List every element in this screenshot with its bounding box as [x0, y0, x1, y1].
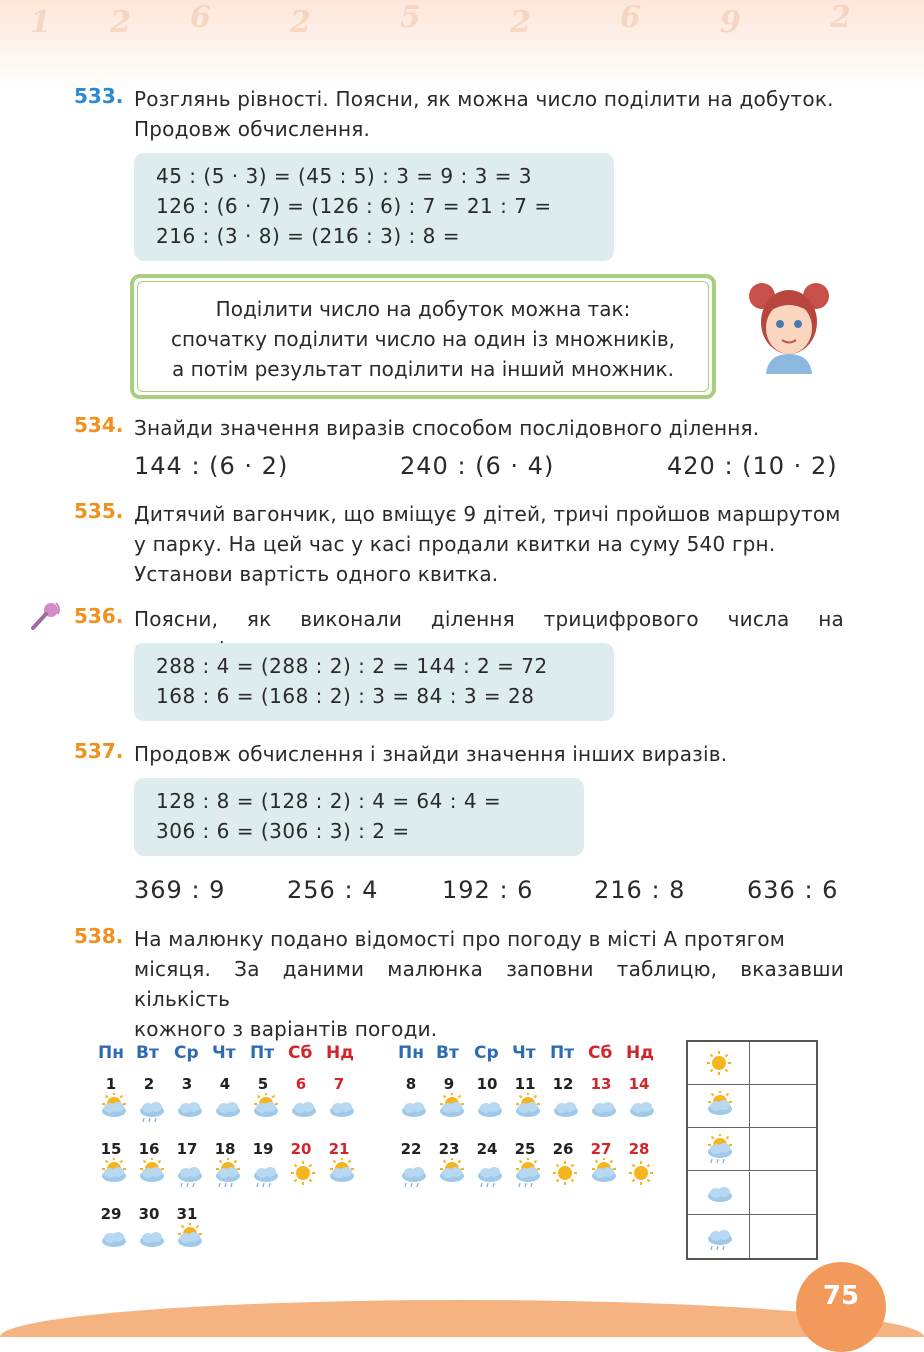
bg-digit-7: 6 — [620, 0, 641, 35]
weekday-header: Вт — [436, 1043, 459, 1063]
bg-digit-4: 2 — [290, 5, 311, 40]
cloudy-icon — [472, 1093, 506, 1123]
expression: 420 : (10 · 2) — [667, 452, 838, 480]
expression: 369 : 9 — [134, 876, 226, 904]
calendar-day-number: 18 — [214, 1140, 236, 1158]
cloudy-icon — [702, 1178, 736, 1208]
weekday-header: Чт — [212, 1043, 236, 1063]
weekday-header: Сб — [588, 1043, 613, 1063]
bg-digit-2: 2 — [110, 5, 131, 40]
math-line: 45 : (5 · 3) = (45 : 5) : 3 = 9 : 3 = 3 — [156, 164, 532, 188]
task-number: 537. — [74, 739, 124, 763]
partly-sunny-icon — [96, 1158, 130, 1188]
math-line: 306 : 6 = (306 : 3) : 2 = — [156, 819, 410, 843]
rain-icon — [396, 1158, 430, 1188]
task-text-line: Дитячий вагончик, що вміщує 9 дітей, тричі пройшов маршрутом — [134, 502, 841, 526]
partly-sunny-icon — [134, 1158, 168, 1188]
rule-box — [130, 274, 716, 399]
expression: 192 : 6 — [442, 876, 534, 904]
sunny-icon — [624, 1158, 658, 1188]
partly-sunny-icon — [248, 1093, 282, 1123]
task-538 — [74, 924, 844, 1044]
task-text — [134, 739, 844, 769]
table-icon-cell — [688, 1042, 750, 1084]
expression: 216 : 8 — [594, 876, 686, 904]
task-text-line: Установи вартість одного квитка. — [134, 562, 499, 586]
task-text-line: Розглянь рівності. Поясни, як можна число поділити на добуток. — [134, 87, 834, 111]
expression: 144 : (6 · 2) — [134, 452, 289, 480]
task-number: 536. — [74, 604, 124, 628]
table-count-cell[interactable] — [750, 1042, 816, 1084]
calendar-day-number: 7 — [333, 1075, 345, 1093]
task-text-line: місяця. За даними малюнка заповни таблицю, вказавши кількість — [134, 957, 844, 1011]
calendar-day-number: 15 — [100, 1140, 122, 1158]
weekday-header: Нд — [626, 1043, 654, 1063]
cloudy-icon — [286, 1093, 320, 1123]
rule-text — [137, 281, 709, 392]
calendar-day-number: 20 — [290, 1140, 312, 1158]
calendar-day-number: 30 — [138, 1205, 160, 1223]
cloudy-icon — [548, 1093, 582, 1123]
table-row — [688, 1042, 816, 1085]
weekday-header: Вт — [136, 1043, 159, 1063]
task-text — [134, 924, 844, 1044]
cloudy-icon — [172, 1093, 206, 1123]
decorative-footer-band — [0, 1300, 924, 1337]
partly-sunny-icon — [702, 1091, 736, 1121]
rule-line: Поділити число на добуток можна так: — [215, 297, 631, 321]
decorative-header-band — [0, 0, 924, 90]
math-line: 128 : 8 = (128 : 2) : 4 = 64 : 4 = — [156, 789, 502, 813]
partly-sunny-icon — [434, 1093, 468, 1123]
girl-character-illustration — [744, 274, 834, 374]
math-box-537 — [134, 778, 584, 856]
rule-line: а потім результат поділити на інший множник. — [172, 357, 674, 381]
calendar-day-number: 31 — [176, 1205, 198, 1223]
calendar-day-number: 28 — [628, 1140, 650, 1158]
calendar-day-number: 1 — [105, 1075, 117, 1093]
calendar-day-number: 29 — [100, 1205, 122, 1223]
cloudy-icon — [624, 1093, 658, 1123]
table-row — [688, 1128, 816, 1171]
rain-icon — [472, 1158, 506, 1188]
calendar-day-number: 14 — [628, 1075, 650, 1093]
task-535 — [74, 499, 844, 589]
partly-sunny-icon — [172, 1223, 206, 1253]
math-box-533 — [134, 153, 614, 261]
calendar-day-number: 2 — [143, 1075, 155, 1093]
calendar-day-number: 21 — [328, 1140, 350, 1158]
weekday-header: Пн — [98, 1043, 124, 1063]
calendar-day-number: 27 — [590, 1140, 612, 1158]
microphone-icon — [28, 600, 62, 634]
weekday-header: Чт — [512, 1043, 536, 1063]
task-text-line: Знайди значення виразів способом послідовного ділення. — [134, 416, 760, 440]
bg-digit-8: 9 — [720, 5, 741, 40]
expression: 256 : 4 — [287, 876, 379, 904]
task-number: 535. — [74, 499, 124, 523]
table-count-cell[interactable] — [750, 1172, 816, 1214]
calendar-day-number: 25 — [514, 1140, 536, 1158]
table-icon-cell — [688, 1128, 750, 1170]
task-text — [134, 413, 844, 443]
task-text-line: Продовж обчислення. — [134, 117, 371, 141]
sun-rain-icon — [210, 1158, 244, 1188]
sunny-icon — [548, 1158, 582, 1188]
task-text — [134, 499, 844, 589]
table-count-cell[interactable] — [750, 1128, 816, 1170]
partly-sunny-icon — [586, 1158, 620, 1188]
table-count-cell[interactable] — [750, 1215, 816, 1258]
expression: 636 : 6 — [747, 876, 839, 904]
bg-digit-6: 2 — [510, 5, 531, 40]
weekday-header: Ср — [474, 1043, 499, 1063]
cloudy-icon — [396, 1093, 430, 1123]
rain-icon — [172, 1158, 206, 1188]
weekday-header: Ср — [174, 1043, 199, 1063]
calendar-day-number: 19 — [252, 1140, 274, 1158]
weather-count-table — [686, 1040, 818, 1260]
cloudy-icon — [586, 1093, 620, 1123]
calendar-day-number: 5 — [257, 1075, 269, 1093]
table-count-cell[interactable] — [750, 1085, 816, 1127]
task-537 — [74, 739, 844, 769]
cloudy-icon — [210, 1093, 244, 1123]
calendar-day-number: 4 — [219, 1075, 231, 1093]
bg-digit-5: 5 — [400, 0, 421, 35]
cloudy-icon — [96, 1223, 130, 1253]
partly-sunny-icon — [434, 1158, 468, 1188]
table-row — [688, 1215, 816, 1258]
bg-digit-3: 6 — [190, 0, 211, 35]
table-icon-cell — [688, 1172, 750, 1214]
math-line: 288 : 4 = (288 : 2) : 2 = 144 : 2 = 72 — [156, 654, 548, 678]
calendar-day-number: 12 — [552, 1075, 574, 1093]
math-box-536 — [134, 643, 614, 721]
weekday-header: Нд — [326, 1043, 354, 1063]
weekday-header: Пт — [550, 1043, 575, 1063]
sun-rain-icon — [510, 1158, 544, 1188]
calendar-day-number: 22 — [400, 1140, 422, 1158]
task-text-line: Поясни, як виконали ділення трицифрового числа на — [134, 607, 844, 631]
task-number: 533. — [74, 84, 124, 108]
calendar-day-number: 23 — [438, 1140, 460, 1158]
task-text-line: На малюнку подано відомості про погоду в місті А протягом — [134, 927, 786, 951]
calendar-day-number: 6 — [295, 1075, 307, 1093]
task-number: 534. — [74, 413, 124, 437]
calendar-day-number: 24 — [476, 1140, 498, 1158]
partly-sunny-icon — [510, 1093, 544, 1123]
math-line: 216 : (3 · 8) = (216 : 3) : 8 = — [156, 224, 460, 248]
task-text-line: у парку. На цей час у касі продали квитки на суму 540 грн. — [134, 532, 776, 556]
task-533 — [74, 84, 844, 144]
weekday-header: Пн — [398, 1043, 424, 1063]
sunny-icon — [286, 1158, 320, 1188]
task-text — [134, 84, 844, 144]
cloudy-icon — [134, 1223, 168, 1253]
task-text-line: кожного з варіантів погоди. — [134, 1017, 438, 1041]
rain-icon — [134, 1093, 168, 1123]
bg-digit-9: 2 — [830, 0, 851, 35]
calendar-day-number: 3 — [181, 1075, 193, 1093]
calendar-day-number: 17 — [176, 1140, 198, 1158]
calendar-day-number: 16 — [138, 1140, 160, 1158]
table-row — [688, 1172, 816, 1215]
rule-line: спочатку поділити число на один із множників, — [171, 327, 675, 351]
calendar-day-number: 9 — [443, 1075, 455, 1093]
calendar-day-number: 26 — [552, 1140, 574, 1158]
task-number: 538. — [74, 924, 124, 948]
rain-icon — [248, 1158, 282, 1188]
task-text-line: Продовж обчислення і знайди значення інших виразів. — [134, 742, 728, 766]
rain-icon — [702, 1221, 736, 1251]
bg-digit-1: 1 — [30, 5, 51, 40]
table-icon-cell — [688, 1085, 750, 1127]
calendar-day-number: 10 — [476, 1075, 498, 1093]
math-line: 168 : 6 = (168 : 2) : 3 = 84 : 3 = 28 — [156, 684, 535, 708]
calendar-day-number: 11 — [514, 1075, 536, 1093]
table-icon-cell — [688, 1215, 750, 1258]
partly-sunny-icon — [96, 1093, 130, 1123]
calendar-day-number: 8 — [405, 1075, 417, 1093]
task-534 — [74, 413, 844, 443]
expression: 240 : (6 · 4) — [400, 452, 555, 480]
table-row — [688, 1085, 816, 1128]
weekday-header: Пт — [250, 1043, 275, 1063]
math-line: 126 : (6 · 7) = (126 : 6) : 7 = 21 : 7 = — [156, 194, 552, 218]
sunny-icon — [702, 1048, 736, 1078]
partly-sunny-icon — [324, 1158, 358, 1188]
cloudy-icon — [324, 1093, 358, 1123]
sun-rain-icon — [702, 1134, 736, 1164]
weekday-header: Сб — [288, 1043, 313, 1063]
calendar-day-number: 13 — [590, 1075, 612, 1093]
page-number: 75 — [822, 1281, 860, 1311]
